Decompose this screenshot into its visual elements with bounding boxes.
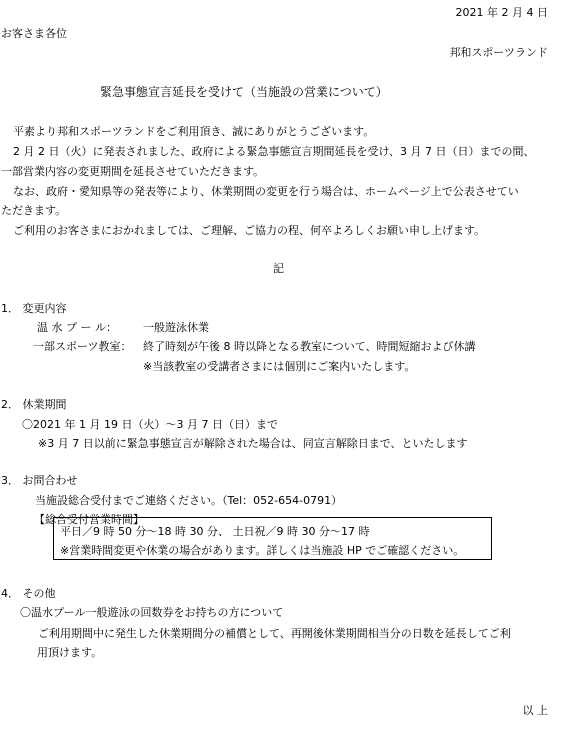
- hours-title: 【総合受付営業時間】: [34, 513, 144, 526]
- section-heading: 3． お問合わせ: [1, 474, 78, 487]
- intro-line: なお、政府・愛知県等の発表等により、休業期間の変更を行う場合は、ホームページ上で公表させてい: [13, 185, 519, 198]
- section-note: ※3 月 7 日以前に緊急事態宣言が解除された場合は、同宣言解除日まで、といたします: [38, 437, 468, 450]
- recipient: お客さま各位: [1, 27, 67, 40]
- intro-line: ご利用のお客さまにおかれましては、ご理解、ご協力の程、何卒よろしくお願い申し上げます。: [13, 224, 486, 237]
- other-text: ご利用期間中に発生した休業期間分の補償として、再開後休業期間相当分の日数を延長してご利: [38, 627, 511, 640]
- period-text: 〇2021 年 1 月 19 日（火）～3 月 7 日（日）まで: [22, 418, 278, 431]
- contact-text: 当施設総合受付までご連絡ください。（Tel：052-654-0791）: [35, 494, 343, 507]
- hours-note: ※営業時間変更や休業の場合があります。詳しくは当施設 HP でご確認ください。: [60, 544, 465, 557]
- ki-mark: 記: [273, 262, 284, 275]
- other-text: 用頂けます。: [37, 646, 103, 659]
- pool-label: 温 水 プ ー ル：: [37, 321, 117, 334]
- other-item: 〇温水プール一般遊泳の回数券をお持ちの方について: [20, 606, 284, 619]
- intro-line: 2 月 2 日（火）に発表されました、政府による緊急事態宣言期間延長を受け、3 月 7 日（日）までの間、: [13, 145, 535, 158]
- sports-class-value: 終了時刻が午後 8 時以降となる教室について、時間短縮および休講: [143, 340, 476, 353]
- intro-line: ただきます。: [1, 204, 67, 217]
- intro-line: 平素より邦和スポーツランドをご利用頂き、誠にありがとうございます。: [13, 125, 375, 138]
- sports-class-label: 一部スポーツ教室：: [33, 340, 132, 353]
- section-heading: 4． その他: [1, 587, 56, 600]
- section-note: ※当該教室の受講者さまには個別にご案内いたします。: [143, 360, 416, 373]
- section-heading: 1． 変更内容: [1, 302, 67, 315]
- date: 2021 年 2 月 4 日: [455, 6, 548, 19]
- sender: 邦和スポーツランド: [449, 46, 548, 59]
- closing-mark: 以 上: [522, 704, 548, 717]
- hours-text: 平日／9 時 50 分～18 時 30 分、 土日祝／9 時 30 分～17 時: [60, 525, 370, 538]
- document-title: 緊急事態宣言延長を受けて（当施設の営業について）: [100, 85, 388, 99]
- intro-line: 一部営業内容の変更期間を延長させていただきます。: [1, 165, 265, 178]
- pool-value: 一般遊泳休業: [143, 321, 209, 334]
- section-heading: 2． 休業期間: [1, 398, 67, 411]
